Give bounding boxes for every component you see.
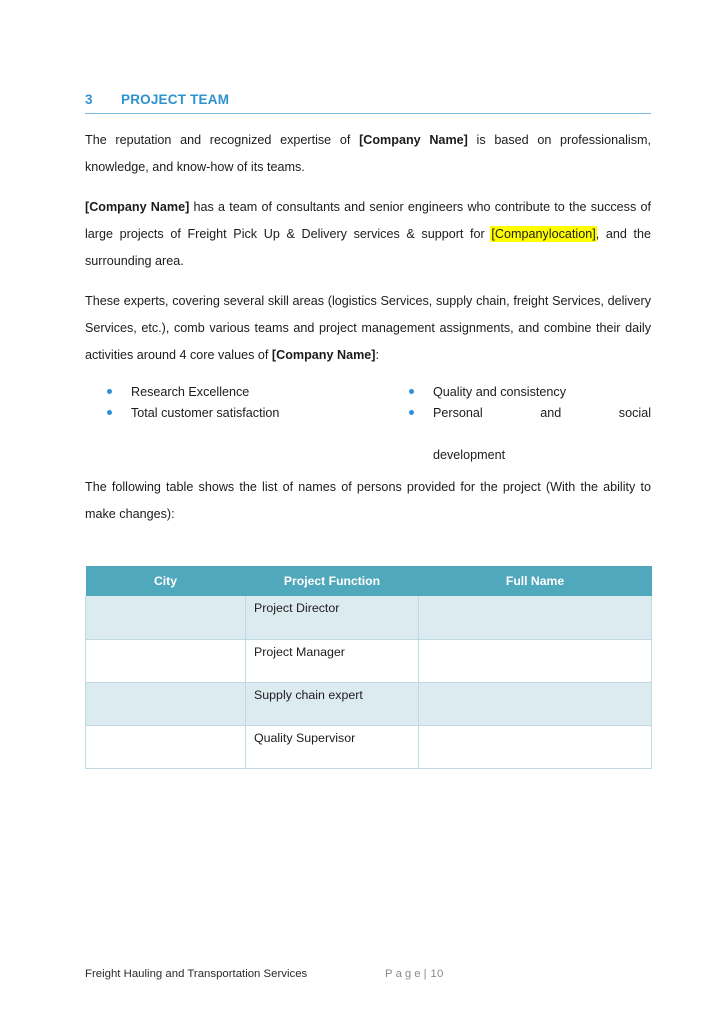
paragraph-team-capability-part-2: , and the surrounding area.: [85, 227, 651, 268]
column-header-project-function: Project Function: [246, 566, 419, 596]
footer-page-value: | 10: [423, 968, 444, 980]
core-value-label: Total customer satisfaction: [131, 406, 280, 420]
column-header-full-name: Full Name: [419, 566, 652, 596]
highlight-company-location-line-2: location]: [548, 227, 596, 241]
paragraph-reputation-part-1: The reputation and recognized expertise of: [85, 133, 360, 147]
team-table: [85, 566, 652, 769]
paragraph-team-capability: [85, 194, 651, 275]
bullet-dot-icon: [107, 410, 112, 415]
paragraph-table-intro: The following table shows the list of names of persons provided for the project (With the ability to make changes):: [85, 480, 651, 521]
table-row: [86, 596, 652, 639]
team-table-body: [86, 596, 652, 768]
highlight-company-location-line-1: [Company: [491, 227, 549, 241]
core-values-list: [85, 382, 651, 466]
cell-project-function[interactable]: Project Director: [246, 596, 419, 639]
paragraph-skill-areas-part-2: :: [375, 348, 379, 362]
paragraph-skill-areas: [85, 288, 651, 369]
placeholder-company-name-2: [Company Name]: [85, 200, 190, 214]
bullet-dot-icon: [409, 389, 414, 394]
table-row: [86, 682, 652, 725]
list-item: [405, 382, 651, 403]
list-item: [103, 403, 405, 424]
cell-city[interactable]: [86, 682, 246, 725]
cell-full-name[interactable]: [419, 725, 652, 768]
list-item: [103, 382, 405, 403]
placeholder-company-name-1: [Company Name]: [359, 133, 468, 147]
team-table-head: [86, 566, 652, 596]
cell-full-name[interactable]: [419, 639, 652, 682]
placeholder-company-name-3: [Company Name]: [271, 348, 376, 362]
table-row: [86, 725, 652, 768]
cell-project-function[interactable]: Quality Supervisor: [246, 725, 419, 768]
core-value-label: Research Excellence: [131, 385, 250, 399]
paragraph-team-capability-part-1: has a team of consultants and senior engineers who contribute to the success of large projects of Freight Pick Up & Delivery services & support for: [85, 200, 651, 241]
footer-document-title: Freight Hauling and Transportation Services: [85, 968, 308, 980]
section-heading: [85, 92, 651, 114]
cell-city[interactable]: [86, 596, 246, 639]
core-value-label-multiline: [433, 403, 651, 466]
table-row: [86, 639, 652, 682]
cell-project-function[interactable]: Supply chain expert: [246, 682, 419, 725]
core-values-left-items: [103, 382, 405, 424]
footer-page-number: [385, 968, 444, 980]
team-table-wrapper: [85, 566, 651, 769]
paragraph-skill-areas-part-1: These experts, covering several skill areas (logistics Services, supply chain, freight Services, delivery Services, etc.), comb various teams and project management assignments, and combine their daily activities around 4 core values of: [85, 294, 651, 362]
section-title: PROJECT TEAM: [121, 92, 230, 107]
cell-full-name[interactable]: [419, 682, 652, 725]
core-value-label-line-1: Personal and social: [433, 406, 651, 420]
core-value-label: Quality and consistency: [433, 385, 567, 399]
cell-city[interactable]: [86, 639, 246, 682]
cell-city[interactable]: [86, 725, 246, 768]
core-values-right-items: [405, 382, 651, 466]
page-content: [85, 92, 651, 769]
cell-project-function[interactable]: Project Manager: [246, 639, 419, 682]
paragraph-reputation: [85, 127, 651, 181]
column-header-city: City: [86, 566, 246, 596]
core-values-column-right: [405, 382, 651, 466]
bullet-dot-icon: [409, 410, 414, 415]
bullet-dot-icon: [107, 389, 112, 394]
core-values-column-left: [85, 382, 405, 466]
paragraph-reputation-part-2: is based on professionalism, knowledge, and know-how of its teams.: [85, 133, 652, 174]
cell-full-name[interactable]: [419, 596, 652, 639]
list-item: [405, 403, 651, 466]
footer-page-word: Page: [385, 968, 424, 980]
table-header-row: [86, 566, 652, 596]
section-number: 3: [85, 92, 93, 107]
core-value-label-line-2: development: [433, 448, 506, 462]
page-footer: [85, 968, 651, 980]
